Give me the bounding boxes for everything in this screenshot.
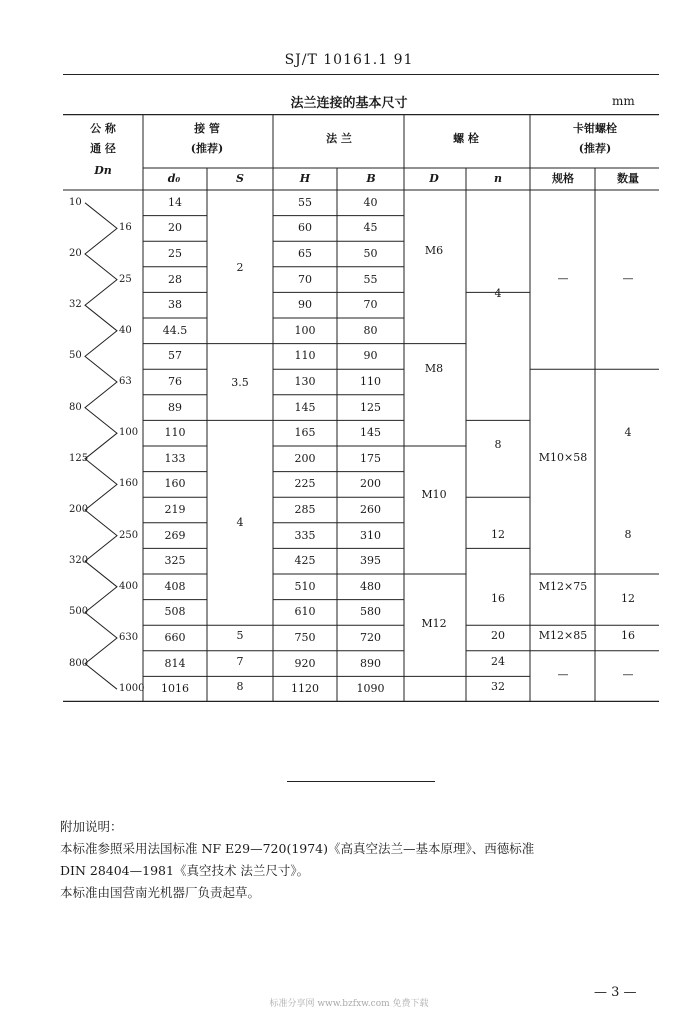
cell-h: 55 (298, 195, 312, 209)
cell-b: 200 (360, 477, 381, 491)
cell-b: 395 (360, 554, 381, 568)
header-pipe-2: (推荐) (190, 142, 224, 155)
cell-clamp-spec: — (557, 272, 569, 285)
cell-h: 130 (294, 375, 316, 388)
cell-n: 12 (491, 528, 505, 541)
cell-h: 60 (298, 221, 312, 235)
dimension-table (63, 114, 659, 702)
dn-value: 10 (69, 196, 82, 208)
cell-s: 2 (236, 261, 244, 274)
cell-s: 3.5 (231, 376, 249, 389)
cell-h: 70 (298, 272, 312, 286)
header-n: n (494, 172, 502, 185)
header-h: H (299, 172, 311, 185)
cell-h: 165 (294, 426, 316, 440)
cell-d0: 325 (164, 554, 186, 568)
header-b: B (366, 172, 376, 185)
cell-b: 480 (360, 579, 381, 593)
cell-b: 110 (360, 375, 381, 388)
cell-d0: 14 (168, 195, 182, 209)
cell-d0: 660 (164, 631, 186, 644)
cell-d0: 25 (168, 247, 182, 260)
cell-d0: 28 (168, 272, 182, 286)
header-d0: d₀ (167, 172, 181, 185)
cell-clamp-spec: — (557, 668, 569, 681)
cell-h: 510 (294, 579, 316, 593)
dn-value: 630 (119, 632, 139, 643)
dn-value: 25 (119, 273, 132, 285)
cell-s: 8 (236, 680, 244, 693)
cell-b: 1090 (356, 682, 385, 696)
cell-d: M10 (421, 488, 447, 501)
cell-clamp-qty: 4 (624, 426, 632, 439)
header-flange: 法 兰 (326, 132, 352, 145)
cell-d: M8 (424, 362, 444, 375)
table-unit: mm (612, 94, 635, 108)
cell-s: 5 (236, 629, 244, 642)
cell-d0: 110 (164, 426, 186, 440)
cell-h: 200 (294, 451, 316, 465)
cell-d0: 57 (168, 349, 182, 363)
cell-h: 100 (294, 323, 316, 337)
cell-d0: 20 (168, 221, 182, 235)
cell-clamp-qty: — (622, 668, 634, 681)
cell-d: M12 (421, 617, 447, 630)
cell-h: 610 (294, 605, 316, 619)
dn-value: 50 (69, 350, 82, 362)
cell-b: 70 (363, 298, 378, 312)
cell-d0: 160 (164, 477, 186, 491)
cell-h: 225 (294, 477, 316, 491)
cell-d0: 76 (168, 375, 182, 388)
cell-n: 24 (491, 655, 505, 668)
cell-b: 125 (360, 400, 381, 414)
dn-value: 20 (69, 248, 82, 259)
notes-heading: 附加说明： (60, 819, 123, 834)
cell-clamp-qty: 12 (621, 592, 635, 605)
cell-h: 285 (294, 503, 316, 516)
dn-value: 160 (119, 478, 139, 490)
header-nominal-1: 公 称 (90, 122, 116, 135)
dn-value: 200 (69, 504, 89, 515)
cell-h: 425 (294, 554, 316, 568)
cell-b: 580 (360, 605, 381, 619)
cell-h: 750 (294, 631, 316, 644)
cell-n: 8 (494, 438, 502, 451)
header-d: D (429, 172, 439, 185)
header-s: S (236, 172, 244, 185)
cell-clamp-qty: 16 (621, 629, 635, 642)
notes-line: 本标准由国营南光机器厂负责起草。 (60, 885, 261, 900)
cell-clamp-qty: — (622, 272, 634, 285)
cell-d0: 219 (164, 503, 186, 516)
cell-d0: 814 (164, 656, 186, 670)
cell-b: 80 (363, 323, 378, 337)
cell-d0: 269 (164, 528, 186, 542)
header-pipe-1: 接 管 (194, 122, 220, 135)
cell-b: 890 (360, 656, 381, 670)
cell-b: 145 (360, 426, 381, 440)
header-spec: 规格 (552, 172, 574, 185)
cell-clamp-qty: 8 (624, 528, 632, 541)
cell-b: 90 (363, 349, 378, 363)
cell-b: 40 (363, 195, 378, 209)
cell-h: 335 (294, 528, 316, 542)
cell-d0: 1016 (161, 682, 189, 696)
cell-d0: 38 (168, 298, 182, 312)
standard-code: SJ/T 10161.1 91 (284, 52, 414, 68)
dn-value: 32 (69, 299, 82, 311)
notes-line: DIN 28404—1981《真空技术 法兰尺寸》。 (60, 863, 310, 878)
header-nominal-2: 通 径 (90, 142, 116, 155)
cell-clamp-spec: M12×85 (538, 629, 588, 642)
cell-d0: 508 (164, 605, 186, 619)
notes-line: 本标准参照采用法国标准 NF E29—720(1974)《高真空法兰—基本原理》、西德标准 (60, 841, 535, 856)
cell-h: 110 (294, 349, 316, 363)
cell-clamp-spec: M12×75 (538, 580, 588, 593)
header-dn: Dn (94, 164, 112, 177)
cell-h: 920 (294, 656, 316, 670)
dn-value: 80 (69, 401, 82, 413)
watermark: 标准分享网 www.bzfxw.com 免费下载 (269, 999, 429, 1009)
cell-d0: 44.5 (162, 323, 188, 337)
header-clamp-2: (推荐) (578, 142, 612, 155)
cell-b: 260 (360, 503, 381, 516)
cell-n: 20 (491, 629, 505, 642)
cell-d: M6 (424, 244, 444, 257)
cell-b: 55 (363, 272, 378, 286)
cell-s: 4 (236, 516, 244, 529)
header-qty: 数量 (617, 172, 639, 185)
cell-n: 32 (491, 680, 505, 693)
cell-h: 65 (298, 247, 312, 260)
cell-b: 45 (363, 221, 378, 235)
dn-value: 500 (69, 606, 89, 618)
cell-b: 175 (360, 451, 381, 465)
dn-value: 125 (69, 452, 89, 464)
dn-value: 400 (119, 580, 139, 592)
dn-value: 100 (119, 427, 139, 439)
cell-n: 16 (491, 592, 505, 605)
cell-b: 50 (363, 247, 378, 260)
cell-d0: 408 (164, 579, 186, 593)
separator-rule (287, 781, 435, 782)
dn-value: 320 (69, 555, 89, 567)
dn-value: 16 (119, 222, 132, 234)
dn-value: 40 (119, 324, 132, 336)
header-rule (63, 74, 659, 75)
cell-h: 1120 (291, 682, 319, 696)
dn-value: 63 (119, 376, 132, 387)
cell-b: 310 (360, 528, 381, 542)
cell-h: 145 (294, 400, 316, 414)
cell-d0: 133 (164, 451, 186, 465)
cell-b: 720 (360, 631, 381, 644)
dn-value: 800 (69, 657, 89, 669)
header-clamp-1: 卡钳螺栓 (573, 122, 617, 135)
header-bolt: 螺 栓 (453, 132, 479, 145)
cell-clamp-spec: M10×58 (538, 451, 588, 464)
dn-zigzag-line (85, 203, 117, 689)
cell-d0: 89 (168, 400, 182, 414)
dn-value: 1000 (119, 683, 145, 695)
cell-n: 4 (494, 287, 502, 300)
page-number: — 3 — (594, 985, 637, 1000)
dn-value: 250 (119, 529, 139, 541)
cell-s: 7 (236, 655, 244, 668)
cell-h: 90 (298, 298, 312, 312)
table-title: 法兰连接的基本尺寸 (290, 96, 408, 111)
